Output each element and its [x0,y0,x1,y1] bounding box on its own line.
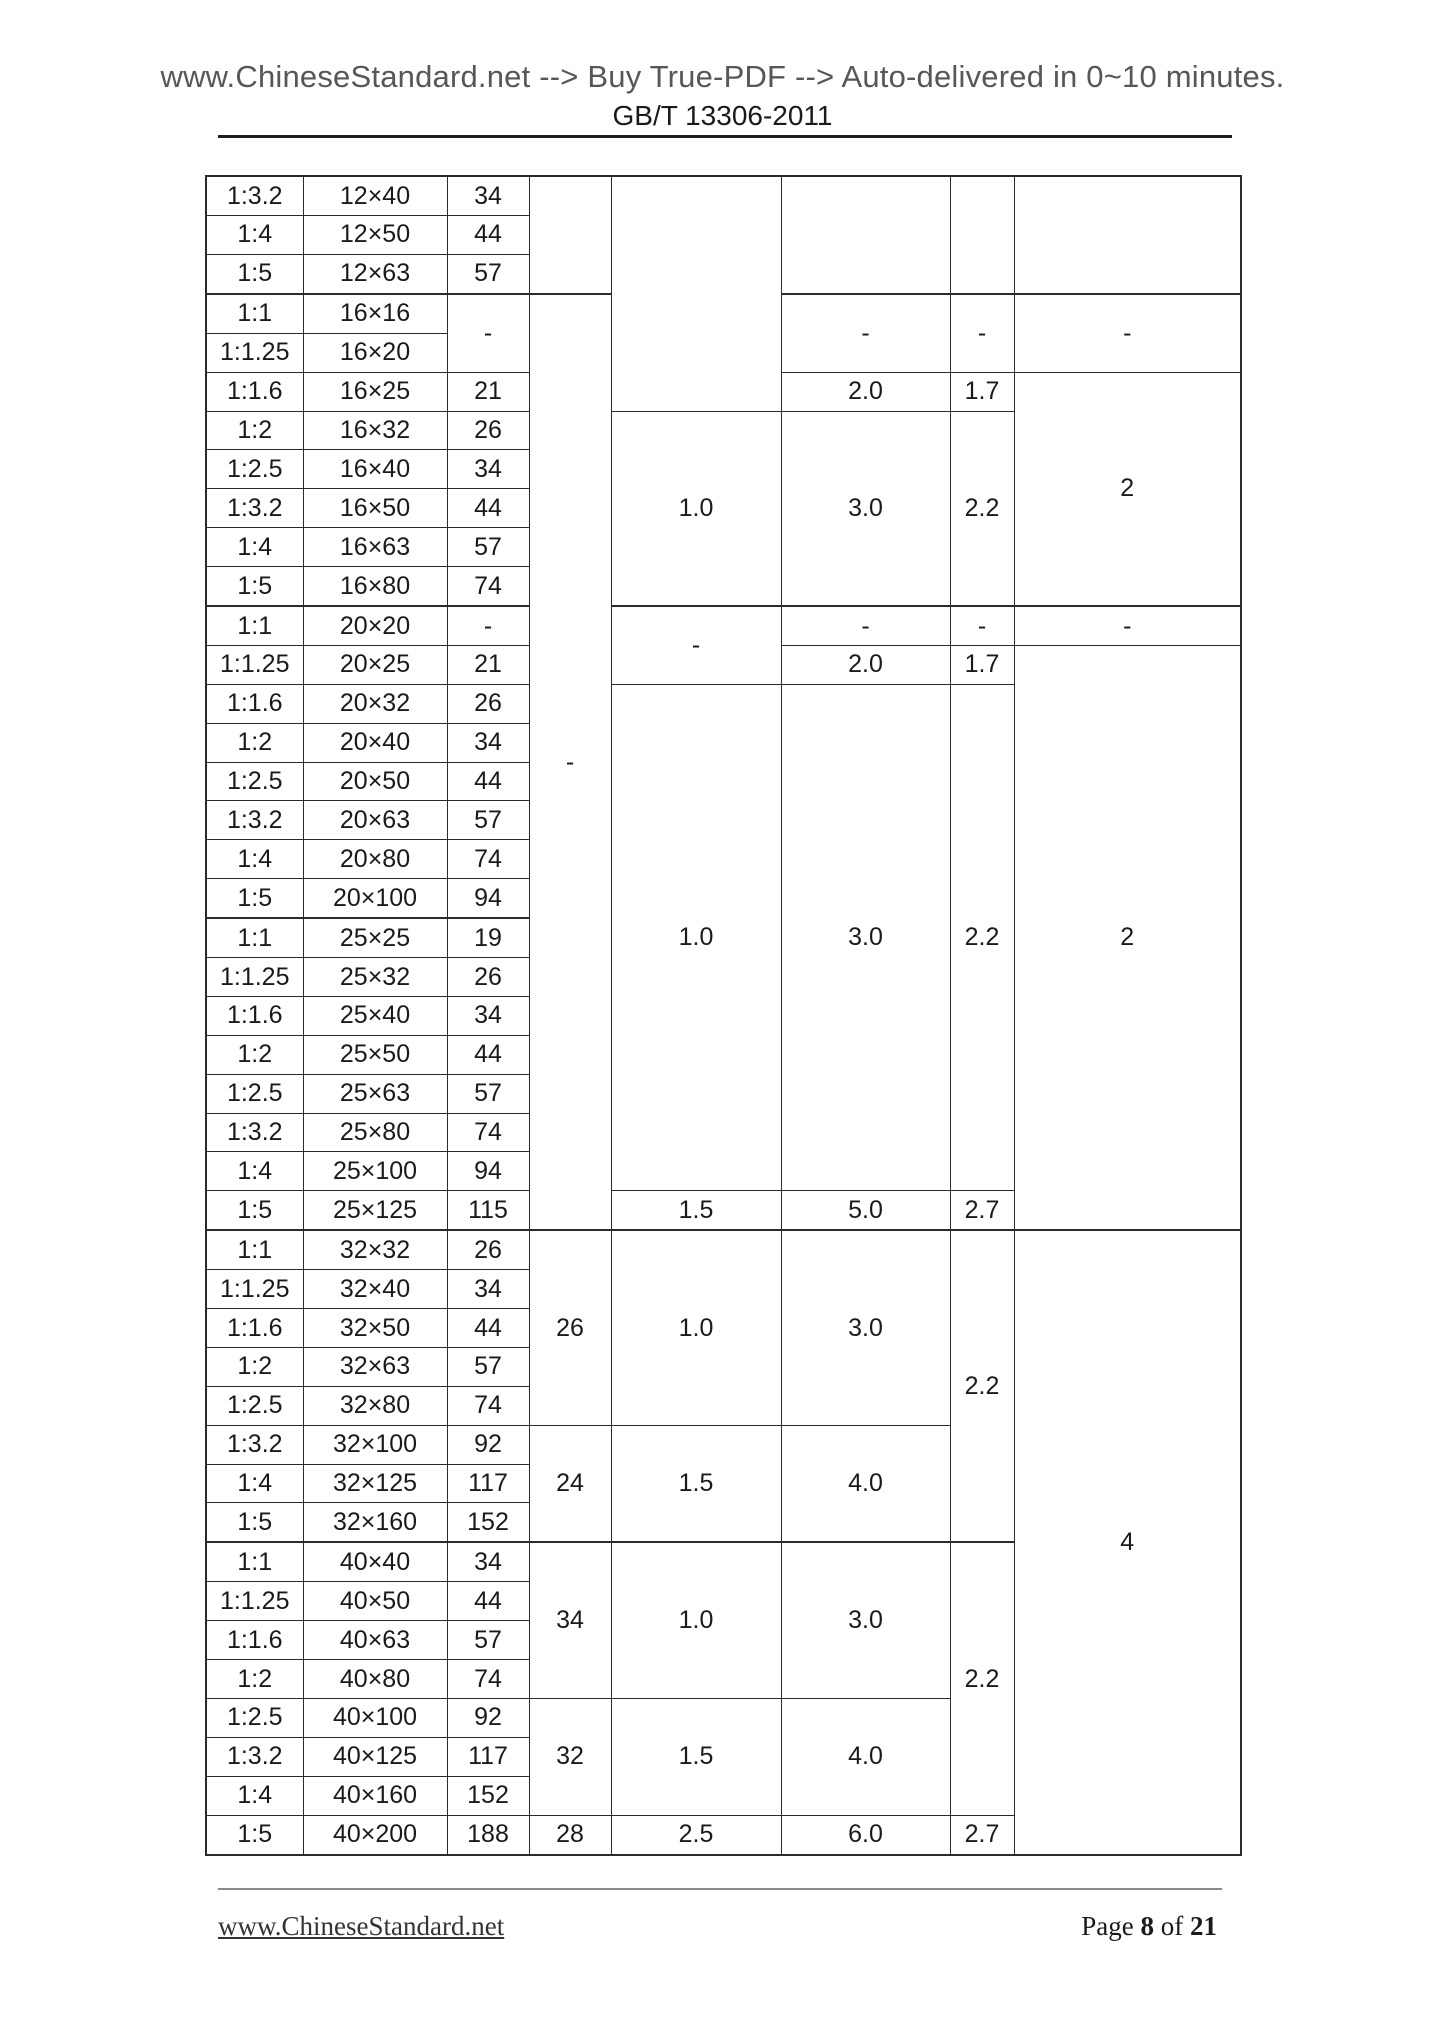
table-cell: 2.2 [950,1542,1014,1815]
table-cell: 34 [447,723,529,762]
table-cell: 94 [447,1152,529,1191]
table-cell: 44 [447,1309,529,1348]
table-cell: 44 [447,216,529,255]
table-cell: - [447,294,529,372]
doc-number: GB/T 13306-2011 [612,100,833,131]
cell-size: 16×20 [303,333,447,372]
cell-ratio: 1:5 [206,567,303,607]
table-cell: 188 [447,1815,529,1855]
table-cell: 1.5 [611,1191,781,1231]
cell-size: 32×80 [303,1386,447,1425]
cell-size: 32×32 [303,1230,447,1270]
table-cell: 115 [447,1191,529,1231]
table-cell: 21 [447,372,529,411]
cell-size: 20×50 [303,762,447,801]
table-cell [611,176,781,411]
table-cell: 74 [447,1386,529,1425]
table-cell: 44 [447,762,529,801]
page-label: Page [1081,1911,1134,1941]
table-cell: - [611,606,781,684]
cell-size: 20×80 [303,840,447,879]
cell-ratio: 1:2.5 [206,762,303,801]
table-cell: 3.0 [781,1542,950,1698]
table-row [206,1230,1241,1270]
cell-size: 16×80 [303,567,447,607]
cell-size: 40×40 [303,1542,447,1582]
cell-ratio: 1:4 [206,216,303,255]
table-cell: 74 [447,1113,529,1152]
cell-ratio: 1:1.25 [206,646,303,685]
table-cell: 26 [447,411,529,450]
cell-ratio: 1:3.2 [206,176,303,216]
cell-size: 20×32 [303,684,447,723]
table-cell: 4.0 [781,1699,950,1816]
table-cell: 26 [447,1230,529,1270]
cell-size: 25×25 [303,918,447,958]
table-cell: 2.7 [950,1191,1014,1231]
table-cell: 152 [447,1503,529,1543]
table-cell: 26 [447,684,529,723]
table-cell: 74 [447,840,529,879]
table-cell: - [781,606,950,646]
table-cell: 34 [447,176,529,216]
table-cell: 92 [447,1425,529,1464]
table-cell: - [447,606,529,646]
spec-table-body [206,176,1241,1855]
cell-ratio: 1:4 [206,528,303,567]
cell-ratio: 1:1 [206,1542,303,1582]
cell-ratio: 1:5 [206,1815,303,1855]
table-cell: 3.0 [781,411,950,606]
cell-ratio: 1:4 [206,1776,303,1815]
cell-size: 25×50 [303,1035,447,1074]
table-cell: 57 [447,528,529,567]
table-cell: 1.7 [950,646,1014,685]
page-total: 21 [1190,1911,1217,1941]
page-current: 8 [1140,1911,1154,1941]
cell-size: 12×40 [303,176,447,216]
table-row [206,606,1241,646]
table-cell: 34 [447,1542,529,1582]
table-cell: 34 [529,1542,611,1698]
cell-size: 32×125 [303,1464,447,1503]
cell-size: 32×40 [303,1270,447,1309]
table-cell: 1.0 [611,1230,781,1425]
table-cell: 32 [529,1699,611,1816]
cell-ratio: 1:2 [206,1348,303,1387]
cell-size: 32×50 [303,1309,447,1348]
table-cell: 2 [1014,646,1241,1231]
cell-ratio: 1:5 [206,1503,303,1543]
cell-size: 20×100 [303,879,447,919]
table-cell: 26 [447,958,529,997]
cell-ratio: 1:1.6 [206,1621,303,1660]
cell-size: 25×40 [303,997,447,1036]
table-cell: 57 [447,1621,529,1660]
cell-ratio: 1:3.2 [206,489,303,528]
cell-ratio: 1:1.25 [206,1582,303,1621]
cell-ratio: 1:5 [206,254,303,294]
cell-size: 25×80 [303,1113,447,1152]
cell-ratio: 1:4 [206,1152,303,1191]
table-cell: 2.2 [950,411,1014,606]
cell-size: 40×200 [303,1815,447,1855]
cell-ratio: 1:3.2 [206,1113,303,1152]
table-cell: - [1014,606,1241,646]
cell-ratio: 1:4 [206,840,303,879]
cell-size: 40×125 [303,1737,447,1776]
table-cell: 4 [1014,1230,1241,1855]
cell-size: 16×63 [303,528,447,567]
table-cell: 57 [447,254,529,294]
footer-site-link[interactable]: www.ChineseStandard.net [218,1911,505,1941]
cell-size: 25×63 [303,1074,447,1113]
table-cell: - [1014,294,1241,372]
table-cell: 74 [447,1660,529,1699]
cell-size: 20×40 [303,723,447,762]
cell-ratio: 1:1.25 [206,1270,303,1309]
table-cell: 4.0 [781,1425,950,1542]
table-cell: 3.0 [781,684,950,1190]
table-cell: 1.0 [611,684,781,1190]
table-cell: 2.7 [950,1815,1014,1855]
cell-size: 25×32 [303,958,447,997]
table-cell: 1.0 [611,1542,781,1698]
table-cell: 57 [447,801,529,840]
cell-size: 16×50 [303,489,447,528]
table-cell: 117 [447,1737,529,1776]
table-cell: 2 [1014,372,1241,606]
table-cell: 2.5 [611,1815,781,1855]
cell-size: 40×63 [303,1621,447,1660]
cell-ratio: 1:1 [206,294,303,334]
table-cell: 26 [529,1230,611,1425]
cell-ratio: 1:1.25 [206,958,303,997]
cell-size: 16×25 [303,372,447,411]
table-cell: 44 [447,489,529,528]
table-cell: 57 [447,1074,529,1113]
table-cell [529,176,611,294]
table-cell: 1.0 [611,411,781,606]
table-cell: 74 [447,567,529,607]
header-rule [218,135,1232,138]
table-cell: 44 [447,1582,529,1621]
table-cell: - [781,294,950,372]
table-row [206,176,1241,216]
table-cell: 34 [447,1270,529,1309]
spec-table [205,175,1242,1856]
table-cell: 34 [447,997,529,1036]
cell-ratio: 1:1.6 [206,372,303,411]
cell-size: 40×80 [303,1660,447,1699]
cell-size: 25×100 [303,1152,447,1191]
table-cell: 152 [447,1776,529,1815]
table-cell: 2.0 [781,372,950,411]
cell-ratio: 1:5 [206,879,303,919]
table-cell: - [529,294,611,1230]
table-cell: 44 [447,1035,529,1074]
cell-size: 40×160 [303,1776,447,1815]
cell-size: 40×50 [303,1582,447,1621]
cell-ratio: 1:2 [206,723,303,762]
table-cell: 5.0 [781,1191,950,1231]
table-cell: 21 [447,646,529,685]
cell-ratio: 1:2.5 [206,1699,303,1738]
cell-size: 32×63 [303,1348,447,1387]
table-cell: 1.5 [611,1425,781,1542]
cell-ratio: 1:1.6 [206,997,303,1036]
table-cell: 1.7 [950,372,1014,411]
table-cell: 2.0 [781,646,950,685]
table-cell: 94 [447,879,529,919]
cell-ratio: 1:1.6 [206,684,303,723]
table-cell: 6.0 [781,1815,950,1855]
table-cell [950,176,1014,294]
footer-rule [218,1888,1222,1890]
cell-size: 20×20 [303,606,447,646]
cell-size: 32×100 [303,1425,447,1464]
cell-ratio: 1:4 [206,1464,303,1503]
cell-size: 12×50 [303,216,447,255]
table-cell: 24 [529,1425,611,1542]
table-cell: 92 [447,1699,529,1738]
table-cell: 34 [447,450,529,489]
cell-size: 16×32 [303,411,447,450]
cell-ratio: 1:1.6 [206,1309,303,1348]
cell-size: 12×63 [303,254,447,294]
table-cell: 3.0 [781,1230,950,1425]
cell-ratio: 1:1 [206,1230,303,1270]
table-cell [1014,176,1241,294]
cell-ratio: 1:3.2 [206,1425,303,1464]
cell-size: 16×16 [303,294,447,334]
cell-ratio: 1:5 [206,1191,303,1231]
cell-size: 40×100 [303,1699,447,1738]
cell-size: 16×40 [303,450,447,489]
cell-ratio: 1:2.5 [206,1386,303,1425]
table-cell [781,176,950,294]
cell-size: 20×63 [303,801,447,840]
page-indicator [1081,1911,1217,1942]
table-cell: 2.2 [950,1230,1014,1542]
table-cell: 28 [529,1815,611,1855]
table-cell: 1.5 [611,1699,781,1816]
table-cell: 57 [447,1348,529,1387]
header-banner: www.ChineseStandard.net --> Buy True-PDF --> Auto-delivered in 0~10 minutes. [160,59,1285,94]
cell-size: 32×160 [303,1503,447,1543]
of-label: of [1160,1911,1184,1941]
table-cell: - [950,294,1014,372]
cell-ratio: 1:1 [206,606,303,646]
table-cell: 19 [447,918,529,958]
cell-ratio: 1:2 [206,1035,303,1074]
table-cell: 2.2 [950,684,1014,1190]
cell-ratio: 1:1.25 [206,333,303,372]
cell-ratio: 1:3.2 [206,1737,303,1776]
cell-ratio: 1:2.5 [206,450,303,489]
table-cell: - [950,606,1014,646]
cell-ratio: 1:2 [206,411,303,450]
cell-size: 20×25 [303,646,447,685]
cell-ratio: 1:2.5 [206,1074,303,1113]
cell-size: 25×125 [303,1191,447,1231]
table-cell: 117 [447,1464,529,1503]
cell-ratio: 1:3.2 [206,801,303,840]
cell-ratio: 1:2 [206,1660,303,1699]
cell-ratio: 1:1 [206,918,303,958]
